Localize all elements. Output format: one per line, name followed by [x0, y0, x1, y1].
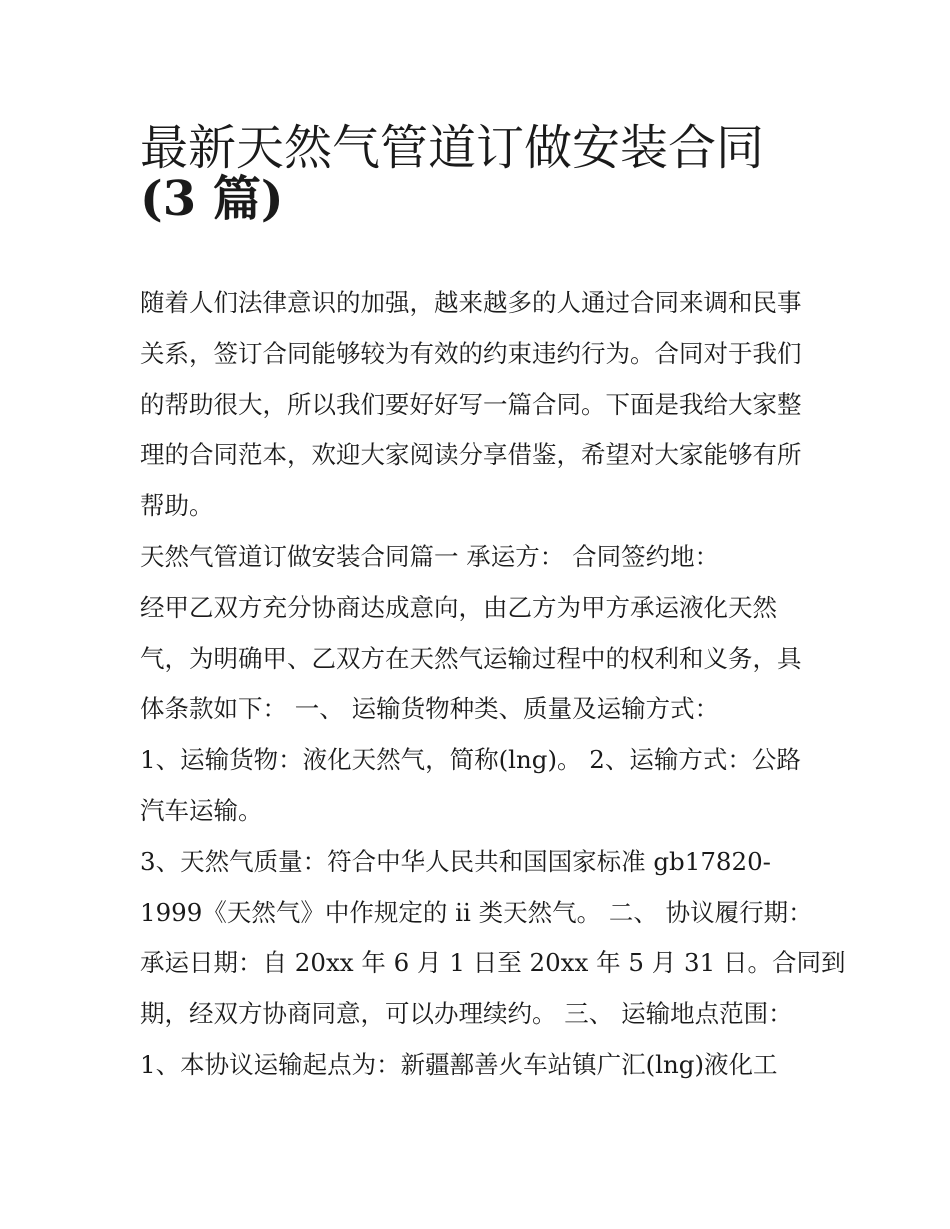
document-body	[140, 278, 846, 1091]
body-line: 天然气管道订做安装合同篇一 承运方： 合同签约地：	[140, 541, 720, 571]
document-title	[140, 112, 830, 227]
body-line: 随着人们法律意识的加强，越来越多的人通过合同来调和民事	[140, 288, 802, 317]
body-line: 关系，签订合同能够较为有效的约束违约行为。合同对于我们	[140, 338, 802, 368]
title-line-1: 最新天然气管道订做安装合同	[140, 120, 765, 176]
body-line: 理的合同范本，欢迎大家阅读分享借鉴，希望对大家能够有所	[140, 440, 802, 470]
body-line: 1999《天然气》中作规定的 ii 类天然气。 二、 协议履行期：	[140, 897, 813, 927]
body-line: 期，经双方协商同意，可以办理续约。 三、 运输地点范围：	[140, 999, 793, 1029]
body-line: 的帮助很大，所以我们要好好写一篇合同。下面是我给大家整	[140, 389, 802, 419]
body-line: 经甲乙双方充分协商达成意向，由乙方为甲方承运液化天然	[140, 592, 777, 622]
body-line: 承运日期：自 20xx 年 6 月 1 日至 20xx 年 5 月 31 日。合同到	[140, 948, 846, 978]
title-line-2: (3 篇)	[140, 170, 284, 227]
body-line: 汽车运输。	[140, 795, 263, 825]
body-line: 3、天然气质量：符合中华人民共和国国家标准 gb17820-	[140, 846, 771, 876]
body-line: 气，为明确甲、乙双方在天然气运输过程中的权利和义务，具	[140, 643, 802, 673]
body-line: 帮助。	[140, 491, 214, 521]
body-line: 1、运输货物：液化天然气，简称(lng)。 2、运输方式：公路	[140, 745, 801, 775]
body-line: 体条款如下： 一、 运输货物种类、质量及运输方式：	[140, 694, 720, 724]
body-line: 1、本协议运输起点为：新疆鄯善火车站镇广汇(lng)液化工	[140, 1049, 778, 1079]
